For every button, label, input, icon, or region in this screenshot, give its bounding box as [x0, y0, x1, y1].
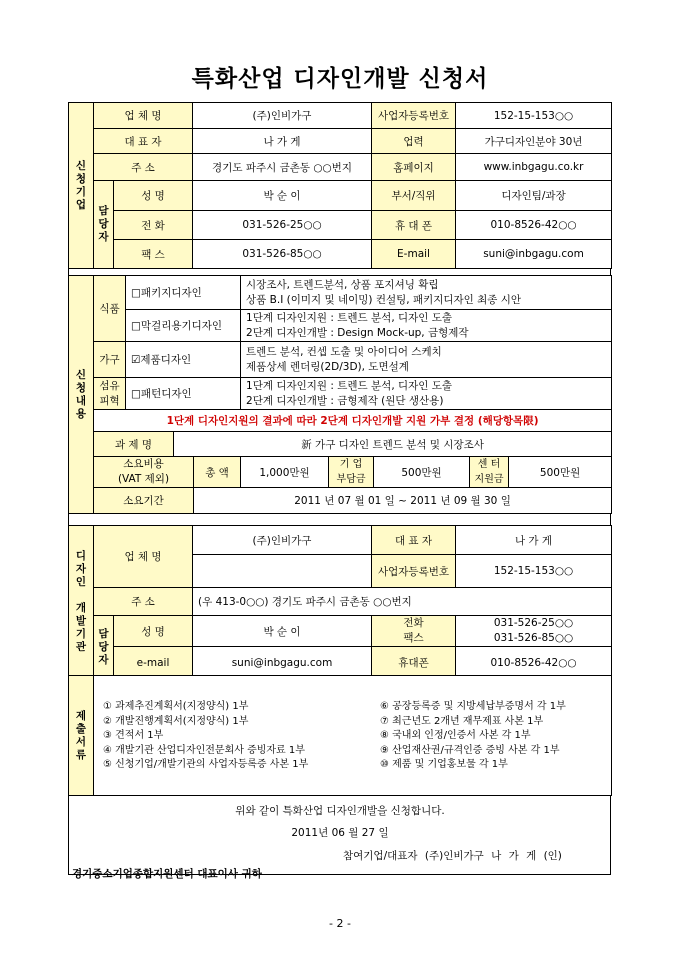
applicant-dept: 디자인팀/과장: [456, 181, 612, 211]
package-desc-line1: 시장조사, 트렌드분석, 상품 포지셔닝 확립: [246, 278, 439, 291]
applicant-company-label: 업 체 명: [94, 103, 193, 129]
pattern-option: □패턴디자인: [126, 378, 241, 410]
applicant-fax-label: 팩 스: [114, 240, 193, 269]
document-item: ⑩ 제품 및 기업홍보물 각 1부: [380, 759, 508, 770]
applicant-ceo-label: 대 표 자: [94, 129, 193, 154]
developer-regno: 152-15-153○○: [456, 555, 612, 588]
developer-addr: (우 413-0○○) 경기도 파주시 금촌동 ○○번지: [193, 588, 612, 616]
developer-regno-label: 사업자등록번호: [372, 555, 456, 588]
makgeolli-option: □막걸리용기디자인: [126, 310, 241, 342]
product-desc-line1: 트렌드 분석, 컨셉 도출 및 아이디어 스케치: [246, 345, 442, 358]
addressee: 경기중소기업종합지원센터 대표이사 귀하: [72, 868, 262, 880]
developer-email: suni@inbgagu.com: [193, 647, 372, 679]
textile-label-line1: 섬유: [99, 379, 120, 392]
content-section-label: 신 청 내 용: [69, 276, 94, 514]
developer-addr-label: 주 소: [94, 588, 193, 616]
documents-right-list: [380, 700, 566, 773]
textile-label-line2: 피혁: [99, 394, 120, 407]
content-table: [68, 275, 612, 514]
developer-mobile-label: 휴대폰: [372, 647, 456, 679]
document-item: ⑨ 산업재산권/규격인증 증빙 사본 각 1부: [380, 744, 560, 756]
pattern-desc-line1: 1단계 디자인지원 : 트렌드 분석, 디자인 도출: [246, 379, 453, 392]
applicant-dept-label: 부서/직위: [372, 181, 456, 211]
task-name: 新 가구 디자인 트렌드 분석 및 시장조사: [174, 432, 612, 457]
package-desc: [241, 276, 612, 310]
applicant-career: 가구디자인분야 30년: [456, 129, 612, 154]
package-option: □패키지디자인: [126, 276, 241, 310]
applicant-regno-label: 사업자등록번호: [372, 103, 456, 129]
product-desc: [241, 342, 612, 378]
task-label: 과 제 명: [94, 432, 174, 457]
cost-label: [94, 457, 194, 488]
document-item: ⑧ 국내외 인정/인증서 사본 각 1부: [380, 730, 531, 741]
developer-ceo: 나 가 게: [456, 526, 612, 555]
developer-fax-label: 팩스: [403, 632, 424, 644]
center-support-label: [470, 457, 509, 488]
textile-label: [94, 378, 126, 410]
company-share-label-line1: 기 업: [339, 459, 363, 470]
page-number: - 2 -: [329, 917, 351, 930]
developer-ceo-label: 대 표 자: [372, 526, 456, 555]
developer-section-label: 디 자 인 개 발 기 관: [69, 526, 94, 679]
applicant-manager-label: 담 당 자: [94, 181, 114, 269]
signer-line: 참여기업/대표자 (주)인비가구 나 가 게 (인): [343, 850, 562, 862]
makgeolli-desc-line2: 2단계 디자인개발 : Design Mock-up, 금형제작: [246, 326, 469, 339]
developer-tel: 031-526-25○○: [493, 617, 574, 629]
company-share-label-line2: 부담금: [336, 474, 366, 485]
center-support-label-line2: 지원금: [474, 474, 504, 485]
applicant-name: 박 순 이: [193, 181, 372, 211]
company-share-amount: 500만원: [374, 457, 470, 488]
package-desc-line2: 상품 B.I (이미지 및 네이밍) 컨설팅, 패키지디자인 최종 시안: [246, 293, 522, 306]
applicant-mobile-label: 휴 대 폰: [372, 211, 456, 240]
applicant-web: www.inbgagu.co.kr: [456, 154, 612, 181]
makgeolli-desc-line1: 1단계 디자인지원 : 트렌드 분석, 디자인 도출: [246, 311, 453, 324]
applicant-career-label: 업력: [372, 129, 456, 154]
furniture-label: 가구: [94, 342, 126, 378]
developer-telfax: [456, 616, 612, 647]
developer-name: 박 순 이: [193, 616, 372, 647]
center-support-label-line1: 센 터: [477, 459, 501, 470]
application-date: 2011년 06 월 27 일: [291, 827, 389, 839]
applicant-ceo: 나 가 게: [193, 129, 372, 154]
notice-text: 1단계 디자인지원의 결과에 따라 2단계 디자인개발 지원 가부 결정 (해당항목限): [94, 410, 612, 432]
applicant-table: [68, 102, 612, 269]
document-item: ⑤ 신청기업/개발기관의 사업자등록증 사본 1부: [103, 759, 309, 770]
document-item: ⑥ 공장등록증 및 지방세납부증명서 각 1부: [380, 701, 566, 712]
developer-company-label: 업 체 명: [94, 526, 193, 588]
document-item: ② 개발진행계획서(지정양식) 1부: [103, 715, 249, 727]
applicant-email: suni@inbgagu.com: [456, 240, 612, 269]
applicant-company: (주)인비가구: [193, 103, 372, 129]
developer-table: [68, 525, 612, 679]
document-item: ③ 견적서 1부: [103, 730, 164, 741]
total-amount: 1,000만원: [241, 457, 329, 488]
developer-email-label: e-mail: [114, 647, 193, 679]
cost-label-line1: 소요비용: [123, 458, 164, 470]
applicant-addr-label: 주 소: [94, 154, 193, 181]
applicant-mobile: 010-8526-42○○: [456, 211, 612, 240]
applicant-name-label: 성 명: [114, 181, 193, 211]
developer-telfax-label: [372, 616, 456, 647]
applicant-section-label: 신 청 기 업: [69, 103, 94, 269]
developer-fax: 031-526-85○○: [493, 632, 574, 644]
applicant-regno: 152-15-153○○: [456, 103, 612, 129]
period-value: 2011 년 07 월 01 일 ~ 2011 년 09 월 30 일: [194, 488, 612, 514]
food-label: 식품: [94, 276, 126, 342]
page-title: 특화산업 디자인개발 신청서: [191, 66, 489, 92]
center-support-amount: 500만원: [509, 457, 612, 488]
total-label: 총 액: [194, 457, 241, 488]
document-item: ① 과제추진계획서(지정양식) 1부: [103, 701, 249, 712]
developer-company: (주)인비가구: [193, 526, 372, 555]
applicant-web-label: 홈페이지: [372, 154, 456, 181]
makgeolli-desc: [241, 310, 612, 342]
application-statement: 위와 같이 특화산업 디자인개발을 신청합니다.: [235, 805, 445, 817]
period-label: 소요기간: [94, 488, 194, 514]
applicant-email-label: E-mail: [372, 240, 456, 269]
document-item: ⑦ 최근년도 2개년 재무제표 사본 1부: [380, 715, 544, 727]
developer-company-blank: [193, 555, 372, 588]
documents-left-list: [103, 700, 308, 773]
product-option: ☑제품디자인: [126, 342, 241, 378]
product-desc-line2: 제품상세 렌더링(2D/3D), 도면설계: [246, 360, 409, 373]
developer-mobile: 010-8526-42○○: [456, 647, 612, 679]
pattern-desc-line2: 2단계 디자인개발 : 금형제작 (원단 생산용): [246, 394, 444, 407]
pattern-desc: [241, 378, 612, 410]
developer-tel-label: 전화: [403, 617, 424, 629]
applicant-fax: 031-526-85○○: [193, 240, 372, 269]
applicant-tel: 031-526-25○○: [193, 211, 372, 240]
applicant-addr: 경기도 파주시 금촌동 ○○번지: [193, 154, 372, 181]
company-share-label: [329, 457, 374, 488]
cost-label-line2: (VAT 제외): [117, 473, 170, 485]
applicant-tel-label: 전 화: [114, 211, 193, 240]
developer-manager-label: 담 당 자: [94, 616, 114, 679]
developer-name-label: 성 명: [114, 616, 193, 647]
documents-section-label: 제 출 서 류: [69, 676, 94, 796]
document-item: ④ 개발기관 산업디자인전문회사 증빙자료 1부: [103, 744, 305, 756]
